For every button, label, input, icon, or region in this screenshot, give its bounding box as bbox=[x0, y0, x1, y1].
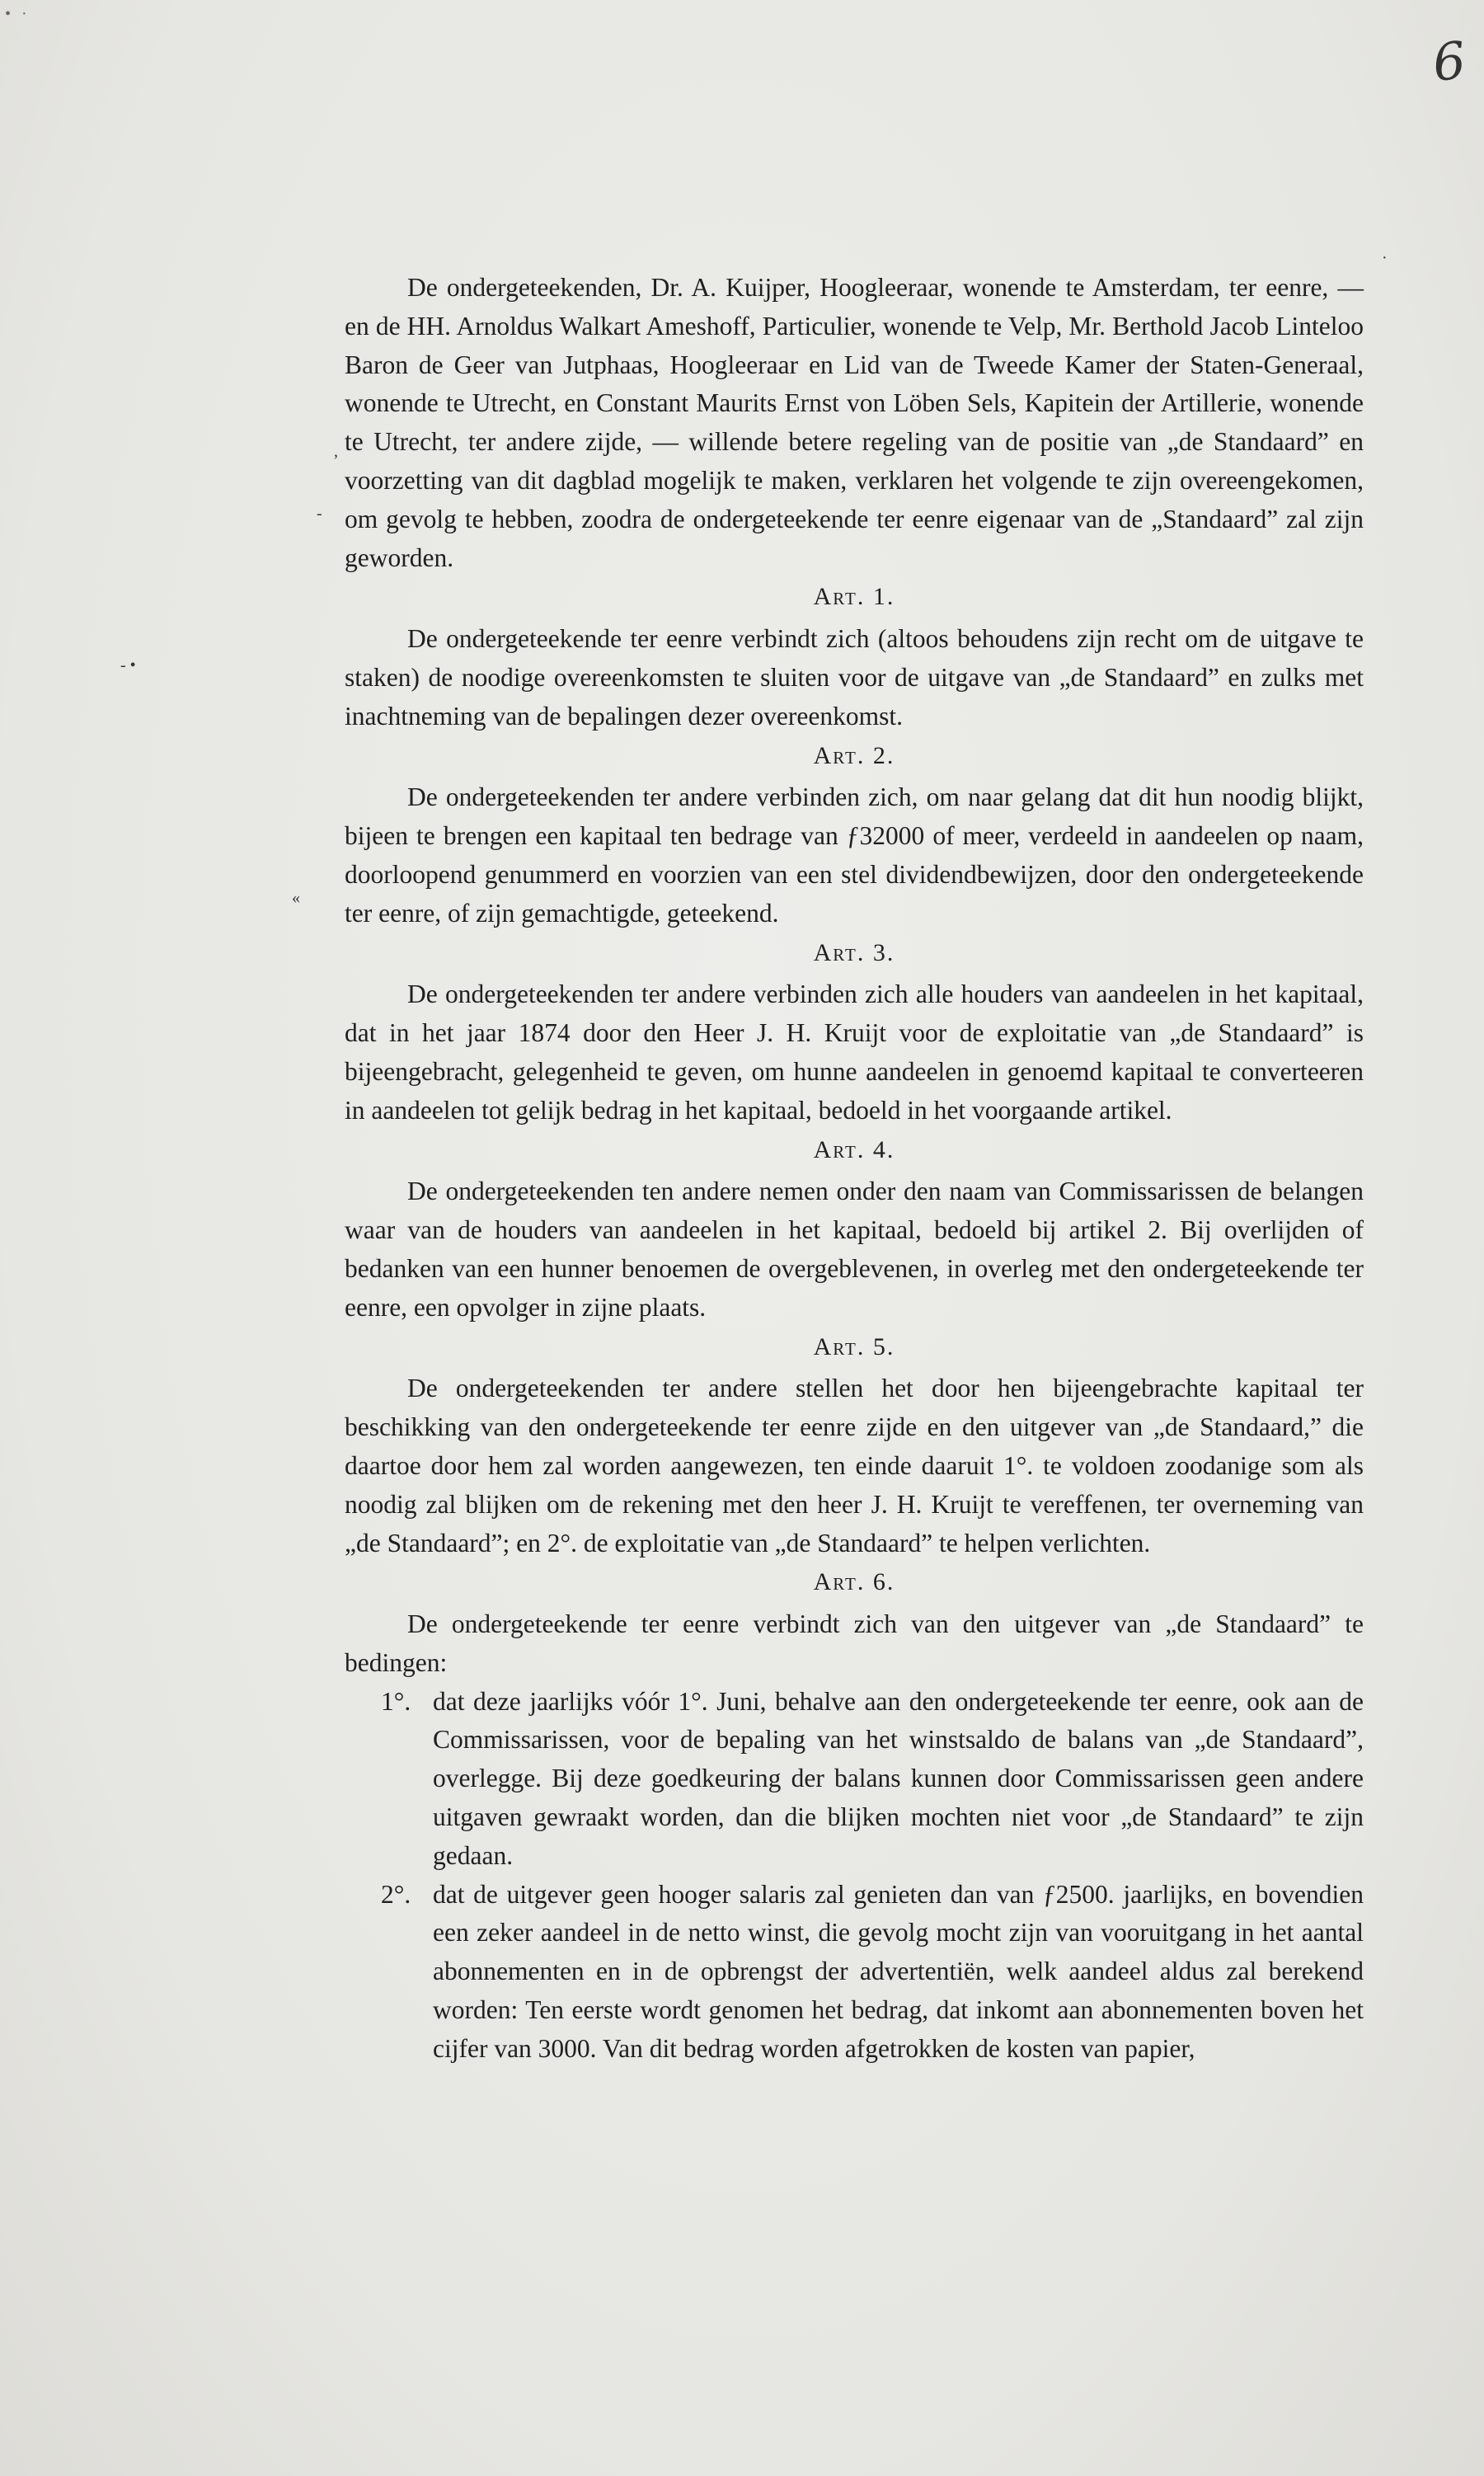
condition-number: 1°. bbox=[381, 1686, 411, 1716]
margin-mark: ʼ bbox=[333, 452, 339, 470]
margin-mark: « bbox=[292, 889, 300, 907]
article-text: De ondergeteekende ter eenre verbindt zich (altoos behoudens zijn recht om de uitgave te staken) de noodige overeenkomsten te sluiten voor de uitgave van „de Standaard” en zulks met inachtneming van de bepalingen dezer overeenkomst. bbox=[345, 624, 1364, 731]
article-heading: Art. 5. bbox=[813, 1332, 895, 1360]
article-text: De ondergeteekenden ter andere verbinden zich alle houders van aandeelen in het kapitaal, dat in het jaar 1874 door den Heer J. H. Kruijt voor de exploitatie van „de Standaard” is bijeengebracht, gelegenheid te geven, om hunne aandeelen in genoemd kapitaal te converteeren in aandeelen tot gelijk bedrag in het kapitaal, bedoeld in het voorgaande artikel. bbox=[345, 980, 1364, 1125]
article-text: De ondergeteekenden ten andere nemen onder den naam van Commissarissen de belangen waar van de houders van aandeelen in het kapitaal, bedoeld bij artikel 2. Bij overlijden of bedanken van een hunner benoemen de overgeblevenen, in overleg met den ondergeteekende ter eenre, een opvolger in zijne plaats. bbox=[345, 1177, 1364, 1322]
margin-mark: - • bbox=[120, 656, 136, 674]
condition-text: dat deze jaarlijks vóór 1°. Juni, behalve aan den ondergeteekende ter eenre, ook aan de Commissarissen, voor de bepaling van het winstsaldo de balans van „de Standaard”, overlegge. Bij deze goedkeuring der balans kunnen door Commissarissen geen andere uitgaven gewraakt worden, dan die blijken mochten niet voor „de Standaard” te zijn gedaan. bbox=[433, 1686, 1364, 1870]
article-text: De ondergeteekenden ter andere stellen het door hen bijeengebrachte kapitaal ter beschikking van den ondergeteekende ter eenre zijde en den uitgever van „de Standaard,” die daartoe door hem zal worden aangewezen, ten einde daaruit 1°. te voldoen zoodanige som als noodig zal blijken om de rekening met den heer J. H. Kruijt te vereffenen, ter overneming van „de Standaard”; en 2°. de exploitatie van „de Standaard” te helpen verlichten. bbox=[345, 1374, 1364, 1557]
condition-item bbox=[345, 1876, 1364, 2069]
page-number: 6 bbox=[1430, 30, 1469, 93]
corner-mark: • · bbox=[5, 5, 31, 23]
article-heading: Art. 3. bbox=[813, 938, 895, 966]
condition-text: dat de uitgever geen hooger salaris zal genieten dan van ƒ2500. jaarlijks, en bovendien een zeker aandeel in de netto winst, die gevolg mocht zijn van vooruitgang in het aantal abonnementen en in de opbrengst der advertentiën, welk aandeel aldus zal berekend worden: Ten eerste wordt genomen het bedrag, dat inkomt aan abonnementen boven het cijfer van 3000. Van dit bedrag worden afgetrokken de kosten van papier, bbox=[433, 1879, 1364, 2063]
preamble-paragraph: De ondergeteekenden, Dr. A. Kuijper, Hoogleeraar, wonende te Amsterdam, ter eenre, — en de HH. Arnoldus Walkart Ameshoff, Particulier, wonende te Velp, Mr. Berthold Jacob Linteloo Baron de Geer van Jutphaas, Hoogleeraar en Lid van de Tweede Kamer der Staten-Generaal, wonende te Utrecht, en Constant Maurits Ernst von Löben Sels, Kapitein der Artillerie, wonende te Utrecht, ter andere zijde, — willende betere regeling van de positie van „de Standaard” en voorzetting van dit dagblad mogelijk te maken, verklaren het volgende te zijn overeengekomen, om gevolg te hebben, zoodra de ondergeteekende ter eenre eigenaar van de „Standaard” zal zijn geworden. bbox=[345, 273, 1364, 572]
margin-mark: · bbox=[1382, 249, 1388, 267]
article-heading: Art. 6. bbox=[813, 1568, 895, 1596]
article-heading: Art. 2. bbox=[813, 741, 895, 769]
article-text: De ondergeteekende ter eenre verbindt zich van den uitgever van „de Standaard” te bedingen: bbox=[345, 1609, 1364, 1677]
document-body bbox=[345, 269, 1364, 2069]
article-heading: Art. 1. bbox=[813, 583, 895, 611]
article-heading: Art. 4. bbox=[813, 1135, 895, 1163]
condition-number: 2°. bbox=[381, 1879, 411, 1909]
condition-item bbox=[345, 1683, 1364, 1876]
article-text: De ondergeteekenden ter andere verbinden zich, om naar gelang dat dit hun noodig blijkt, bijeen te brengen een kapitaal ten bedrage van ƒ32000 of meer, verdeeld in aandeelen op naam, doorloopend genummerd en voorzien van een stel dividendbewijzen, door den ondergeteekende ter eenre, of zijn gemachtigde, geteekend. bbox=[345, 782, 1364, 928]
margin-mark: - bbox=[317, 505, 322, 523]
